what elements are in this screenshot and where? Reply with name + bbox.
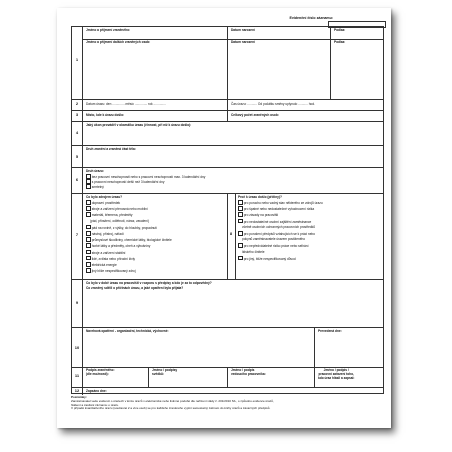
injury-date-field[interactable]: Datum úrazu: den .............. měsíc .............. rok .............. [86,102,166,106]
checkbox-option[interactable]: pro poruchu nebo vadný stav některého ze zdrojů úrazu [238,200,323,205]
checkbox[interactable] [86,250,91,255]
row-divider [72,121,383,122]
checkbox-option[interactable]: horké látky a předměty, oheň a výbušniny [86,243,150,248]
row-divider [72,327,383,328]
footnote-line: V případě kvantitativního úrazu (současně 2 a více osob) se pro každého zraněného vyplní samostatný záznam do knihy úrazů a závazných předpisů. [71,406,271,411]
checkbox-option[interactable]: lidského činitele [242,249,265,254]
number-column-divider [82,27,83,395]
column-divider [227,367,228,387]
sex-label-2: Podlaz: [334,40,346,44]
checkbox-option[interactable]: lidé, zvířata nebo přírodní živly [86,256,135,261]
checkbox[interactable] [238,200,243,205]
row-divider [72,167,383,168]
row-number: 2 [75,101,79,106]
footnote-line: hlášení a zasílání záznamu o úrazu. [71,402,120,407]
violation-question: Co bylo v době úrazu na pracovišti v rozporu s předpisy a kdo je za to odpovědný? [86,281,212,285]
injury-kind-option[interactable]: smrtelný [86,184,104,189]
statement-question: Co zraněný sdělil o příčinách úrazu, a jaké opatření byla přijata? [86,286,184,290]
checkbox-option[interactable]: pro závady na pracovišti [238,212,278,217]
checkbox-option[interactable]: pro porušení předpisů vztahujících se k práci nebo [238,231,315,236]
form-page [57,8,391,428]
footnotes-title: Poznámky: [71,395,87,399]
checkbox-option[interactable]: elektrická energie [86,262,117,267]
checkbox-option[interactable]: materiál, břemena, předměty [86,212,133,217]
checkbox-option[interactable]: pro nepředvídatelné riziko práce nebo selhání [238,243,308,248]
checkbox-option[interactable]: pro jiný, blíže nespecifikovaný důvod [238,256,296,261]
footnote-line: Zaměstnavatel vede evidenci o úrazech v knize úrazů v elektronické nebo listinné podobě dle nařízení vlády č. 201/2010 Sb., o způsobu evidence úrazů, [71,398,274,403]
checkbox[interactable] [238,206,243,211]
checkbox-option[interactable]: průmyslové škodliviny, chemické látky, biologické činitele [86,237,172,242]
injury-cause-label: Proč k úrazu došlo (příčiny)? [238,195,282,199]
checkbox[interactable] [238,219,243,224]
reporter-signature-label: Jméno / podpis / pracovní zařazení toho, kdo úraz hlásil a zapsal: [318,368,355,380]
witness-signature-label: Jméno / podpisy svědků: [152,368,178,376]
checkbox-option[interactable]: pro špatné nebo nedostatečné vyhodnocení rizika [238,206,314,211]
injury-record-form [71,26,384,394]
footnotes [71,396,384,411]
checkbox-option[interactable]: dopravní prostředek [86,200,120,205]
checkbox[interactable] [86,256,91,261]
implemented-date-label: Prevedená dne: [318,329,342,333]
checkbox[interactable] [86,268,91,273]
checkbox[interactable] [86,174,91,179]
injury-kind-option[interactable]: bez pracovní neschopnosti nebo s pracovní neschopností max. 3 kalendářní dny [86,174,205,179]
injury-time-field[interactable]: Čas úrazu: ........... Od počátku směny uplynulo ........... hod. [231,102,315,106]
column-divider [235,193,236,279]
checkbox-option[interactable]: nástroj, přístroj, nářadí [86,231,124,236]
checkbox[interactable] [86,225,91,230]
sex-label: Podlaz: [334,28,346,32]
other-injured-label: Jméno a příjmení dalších zraněných osob: [86,40,151,44]
checkbox-option[interactable]: pád na rovině, z výšky, do hloubky, propadnutí [86,225,157,230]
checkbox[interactable] [86,243,91,248]
injured-signature-label: Podpis zraněného: (dle možností): [86,368,115,376]
checkbox[interactable] [86,237,91,242]
row-number: 4 [75,130,79,135]
row-number: 1 [75,57,79,62]
checkbox[interactable] [86,212,91,217]
row-number: 3 [75,112,79,117]
checkbox[interactable] [86,200,91,205]
checkbox-option[interactable]: pokynů zaměstnavatele úrazem postiženého [242,237,306,242]
supervisor-signature-label: Jméno / podpis vedoucího pracovníka: [231,368,266,376]
checkbox[interactable] [86,262,91,267]
row-number: 9 [75,300,79,305]
evidence-number-label: Evidenční číslo záznamu: [289,16,333,20]
injured-count-label: Celkový počet zraněných osob: [231,113,279,117]
checkbox[interactable] [86,206,91,211]
checkbox-option[interactable]: (pád, přiražení, odlétnutí, náraz, zavalení) [90,218,150,223]
checkbox-option[interactable]: stroje a zařízení stabilní [86,250,125,255]
checkbox-option[interactable]: včetně osobních ochranných pracovních prostředků [242,224,316,229]
checkbox[interactable] [86,231,91,236]
row-divider [72,279,383,280]
row-number: 11 [74,373,80,378]
injured-name-label: Jméno a příjmení zraněného: [86,28,131,32]
row-number: 5 [75,154,79,159]
checkbox-option[interactable]: pro nedostatečné osobní zajištění zaměstnance [238,219,311,224]
injury-kind-option[interactable]: s pracovní neschopností delší než 3 kalendářní dny [86,179,164,184]
row-divider [72,110,383,111]
birth-date-label-2: Datum narození [231,40,255,44]
column-divider [227,193,228,279]
row-number: 7 [75,232,79,237]
injury-type-part-label: Druh zranění a zraněná část těla: [86,147,136,151]
row-number: 12 [74,388,80,393]
column-divider [330,27,331,99]
column-divider [314,327,315,367]
column-divider [227,27,228,99]
row-divider [72,145,383,146]
activity-label: Jaký úkon prováděl v okamžiku úrazu (činnost, při níž k úrazu došlo): [86,123,192,127]
row-number: 10 [74,345,80,350]
checkbox[interactable] [238,212,243,217]
column-divider [148,367,149,387]
checkbox[interactable] [86,184,91,189]
measures-label: Navrhová opatření - organizační, technická, výchovné: [86,329,169,333]
injury-kind-label: Druh úrazu: [86,169,104,173]
row-number: 8 [229,231,233,236]
injury-source-label: Co bylo zdrojem úrazu? [86,195,123,199]
checkbox-option[interactable]: jiný blíže nespecifikovaný zdroj [86,268,136,273]
birth-date-label: Datum narození [231,28,255,32]
recorded-date-label: Zapsáno dne: [86,389,107,393]
checkbox-option[interactable]: stroje a zařízení přenosná nebo mobilní [86,206,148,211]
column-divider [314,367,315,387]
injury-place-label: Místo, kde k úrazu došlo: [86,113,125,117]
row-number: 6 [75,177,79,182]
checkbox[interactable] [238,256,243,261]
checkbox[interactable] [86,179,91,184]
checkbox[interactable] [238,231,243,236]
checkbox[interactable] [238,243,243,248]
row-divider [72,387,383,388]
